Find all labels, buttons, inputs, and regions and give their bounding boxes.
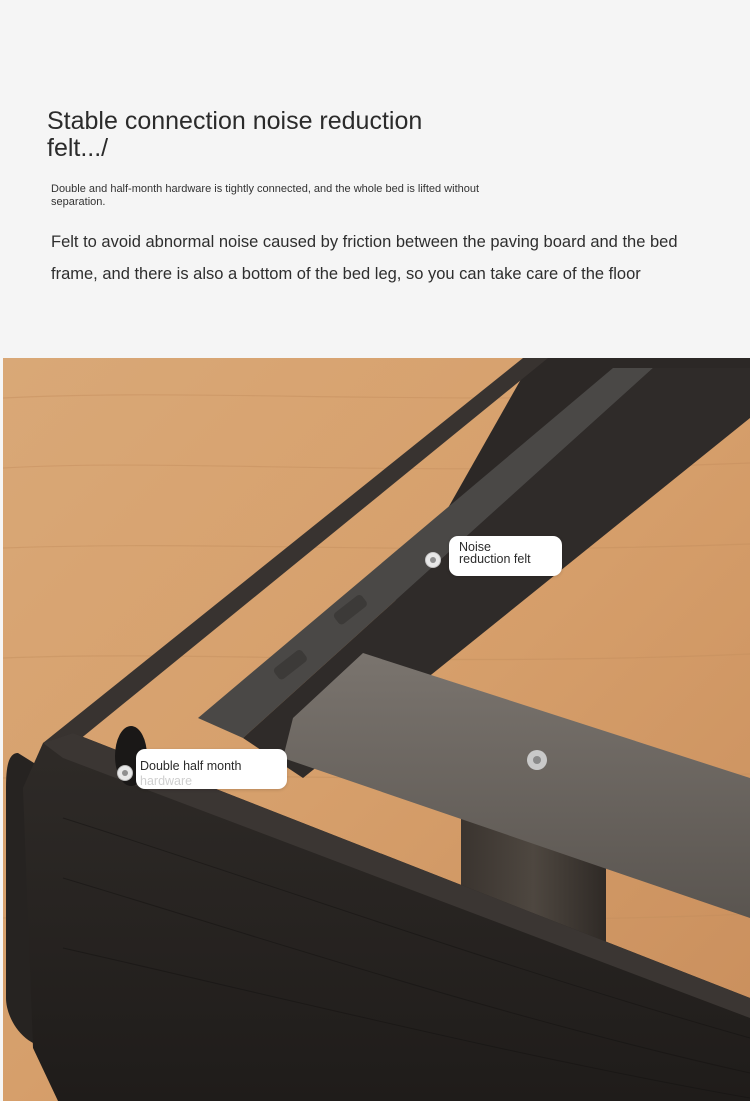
page-description: Felt to avoid abnormal noise caused by friction between the paving board and the bed frame, and there is also a bottom of the bed leg, so you can take care of the floor xyxy=(51,233,678,283)
felt-marker-icon xyxy=(426,553,440,567)
callout-label-line1: Noise xyxy=(459,540,491,554)
page-subtitle: Double and half-month hardware is tightly connected, and the whole bed is lifted without separation. xyxy=(51,183,480,208)
callout-label-line2: hardware xyxy=(140,774,193,788)
hardware-marker-icon xyxy=(118,766,132,780)
callout-label-line2: reduction felt xyxy=(459,552,531,566)
bed-frame-photo xyxy=(3,358,750,1101)
noise-reduction-felt-callout xyxy=(449,536,562,576)
header-section xyxy=(0,0,750,358)
hardware-callout xyxy=(136,749,287,789)
page-title: Stable connection noise reduction felt.../ xyxy=(47,107,423,162)
callout-label-line1: Double half month xyxy=(140,759,242,773)
